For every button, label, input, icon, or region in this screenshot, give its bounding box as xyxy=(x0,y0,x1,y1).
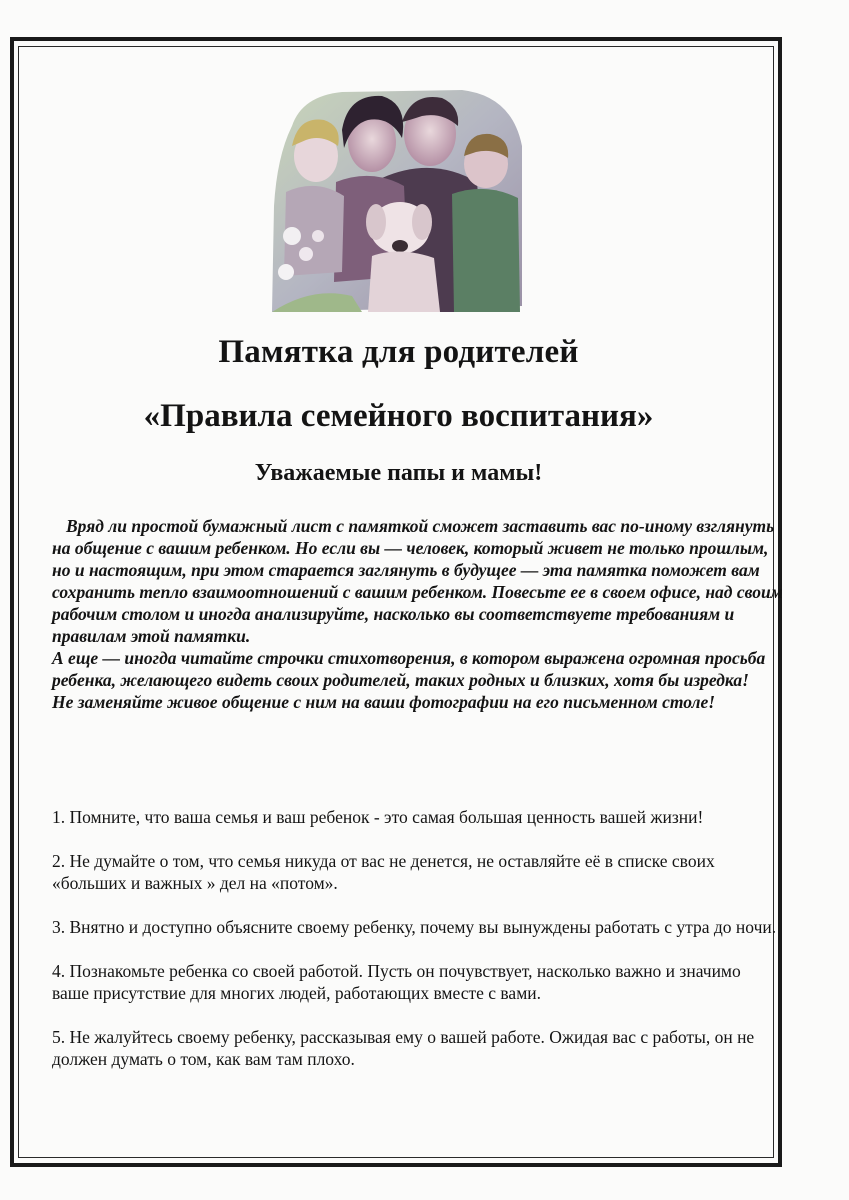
rule-item: 5. Не жалуйтесь своему ребенку, рассказывая ему о вашей работе. Ожидая вас с работы, он не должен думать о том, как вам там плохо. xyxy=(52,1027,755,1069)
rule-item: 4. Познакомьте ребенка со своей работой. Пусть он почувствует, насколько важно и значимо ваше присутствие для многих людей, работающих вместе с вами. xyxy=(52,961,741,1003)
rules-list xyxy=(52,806,777,1092)
page-subtitle: «Правила семейного воспитания» xyxy=(143,398,654,434)
rule-item: 2. Не думайте о том, что семья никуда от вас не денется, не оставляйте её в списке своих «больших и важных » дел на «потом». xyxy=(52,851,715,893)
greeting: Уважаемые папы и мамы! xyxy=(254,460,543,486)
intro-paragraph: А еще — иногда читайте строчки стихотворения, в котором выражена огромная просьба ребенка, желающего видеть своих родителей, таких родных и близких, хотя бы изредка! xyxy=(52,648,766,690)
intro-paragraph: Вряд ли простой бумажный лист с памяткой сможет заставить вас по-иному взглянуть на общение с вашим ребенком. Но если вы — человек, который живет не только прошлым, но и настоящим, при этом старается заглянуть в будущее — эта памятка поможет вам сохранить тепло взаимоотношений с вашим ребенком. Повесьте ее в своем офисе, над своим рабочим столом и иногда анализируйте, насколько вы соответствуете требованиям и правилам этой памятки. xyxy=(52,516,783,646)
family-photo-icon xyxy=(272,86,524,312)
rule-item: 1. Помните, что ваша семья и ваш ребенок - это самая большая ценность вашей жизни! xyxy=(52,807,704,827)
intro-text xyxy=(52,515,790,713)
intro-paragraph: Не заменяйте живое общение с ним на ваши фотографии на его письменном столе! xyxy=(52,692,716,712)
rule-item: 3. Внятно и доступно объясните своему ребенку, почему вы вынуждены работать с утра до ночи. xyxy=(52,917,777,937)
page-title: Памятка для родителей xyxy=(218,334,579,370)
